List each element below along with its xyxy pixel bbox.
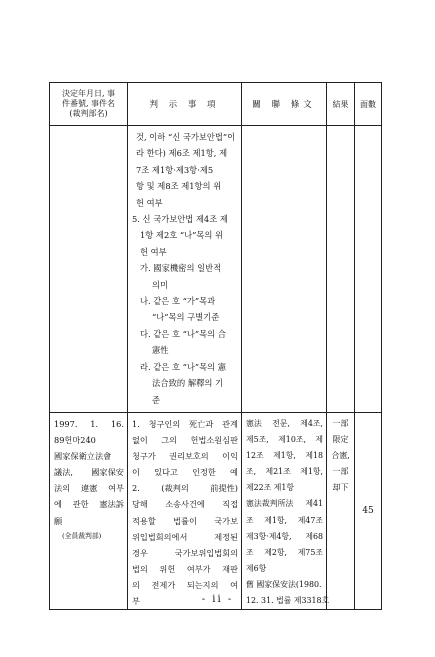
case-law-line-word: 12. 31. 법률 제3318호 [246, 596, 330, 606]
case-issue-line [132, 432, 238, 448]
case-issue-line-word: 전제가 [151, 579, 176, 590]
case-issue-line [132, 480, 238, 496]
case-law-line-word: 제10조, [278, 435, 306, 445]
case-law-line-word: 제5조, [246, 435, 269, 445]
case-issue-line [132, 448, 238, 464]
case-caption-line-word: 관한 [72, 499, 89, 510]
case-issue-line-word: 국가보위입법회의 [174, 547, 238, 558]
case-caption-line-word: 에 [54, 499, 62, 510]
case-issue-line [132, 529, 238, 545]
case-caption-line [54, 432, 124, 448]
continued-laws-cell [242, 126, 327, 413]
issue-line: 것, 이하 “신 국가보안법”이 [136, 132, 236, 142]
case-issue-line [132, 416, 238, 432]
issue-line: 라. 같은 호 “나”목의 憲 [140, 361, 227, 372]
case-issue-line-word: 前提性) [210, 483, 238, 494]
case-caption-line-word: 國家保安 [91, 467, 124, 478]
case-law-line-word: 제21조 [265, 467, 291, 477]
header-page: 面數 [355, 83, 382, 126]
continued-issues-cell [128, 126, 242, 413]
case-issues-list [128, 413, 241, 609]
case-laws-list [242, 413, 330, 609]
issue-line: 준 [152, 394, 161, 405]
issue-line: 法合致的 解釋의 기 [152, 378, 224, 389]
case-law-line-word: 제4조, [300, 419, 323, 428]
header-row [50, 83, 382, 126]
case-caption-line-word: 憲法訴 [99, 499, 124, 510]
issue-line: 라 한다) 제6조 제1항, 제 [136, 148, 228, 159]
case-law-line-word: 제18 [305, 451, 323, 461]
case-court: (全員裁判部) [62, 531, 102, 540]
case-page-number: 45 [355, 413, 382, 610]
result-line: 一部 [332, 467, 349, 477]
case-row [50, 413, 382, 610]
case-law-line-word: 舊 國家保安法(1980. [246, 579, 322, 589]
case-law-line-word: 제 [315, 435, 323, 445]
case-caption-line [54, 464, 124, 480]
case-issue-line-word: 국가보 [214, 515, 238, 526]
case-law-line-word: 제41 [305, 499, 323, 509]
case-caption-line-word: 89헌마240 [54, 435, 96, 446]
case-issue-line [132, 496, 238, 512]
issue-line: 다. 같은 호 “나”목의 合 [140, 328, 227, 339]
header-case-info-line2: 件番號, 事件名 [61, 99, 116, 108]
case-issue-line-word: 당해 [132, 499, 148, 510]
case-law-line-word: 제68 [305, 531, 323, 541]
case-issue-line-word: 위헌 [159, 563, 176, 574]
case-issue-line-word: 이익 [222, 451, 238, 462]
case-caption-line [54, 480, 124, 496]
case-law-line-word: 제1항, [264, 515, 288, 525]
issue-line: “나”목의 구별기준 [152, 312, 220, 323]
case-law-line-word: 제22조 제1항 [246, 483, 295, 493]
page-footer: - ii - [201, 594, 234, 605]
case-caption-line-word: 1997. [54, 419, 78, 429]
case-law-line-word: 제6항 [246, 563, 267, 573]
case-issue-line-word: 있다고 [154, 467, 178, 478]
case-result-list [327, 413, 354, 496]
case-issue-line-word: 청구인의 [148, 419, 181, 429]
case-issue-line-word: 되는지의 [186, 579, 219, 590]
case-issue-line [132, 561, 238, 577]
case-issue-line-word: 부 [132, 596, 140, 607]
case-issue-line-word: 제정된 [214, 531, 238, 542]
case-law-line [246, 577, 323, 593]
case-result-cell [327, 413, 355, 610]
case-issue-line-word: 소송사건에 [165, 499, 205, 510]
result-line: 合憲, [331, 451, 350, 461]
result-line: 一部 [332, 419, 349, 428]
case-issue-line-word: 관계 [222, 419, 238, 429]
header-case-info [50, 83, 128, 126]
case-index-table [49, 82, 382, 610]
case-law-line-word: 제3항·제4항, [246, 531, 292, 541]
case-issue-line-word: 직접 [222, 499, 238, 510]
issue-line: 1항 제2호 “나”목의 위 [140, 230, 224, 241]
header-issues: 判 示 事 項 [128, 83, 242, 126]
case-law-line-word: 憲法 [246, 419, 262, 428]
case-caption-line [54, 513, 124, 529]
continued-result-cell [327, 126, 355, 413]
case-caption-line-word: 違憲 [80, 483, 98, 494]
case-laws-cell [242, 413, 330, 610]
case-law-line [246, 545, 323, 561]
case-law-line [246, 416, 323, 432]
issue-line: 의미 [152, 279, 169, 290]
case-law-line [246, 561, 323, 577]
issue-line: 헌 여부 [140, 246, 167, 257]
case-law-line [246, 432, 323, 448]
case-caption-line-word: 願 [54, 515, 63, 526]
case-issue-line-word: (裁判의 [161, 483, 189, 494]
case-caption-line-word: 16. [110, 419, 124, 429]
issue-line: 5. 신 국가보안법 제4조 제 [132, 214, 228, 225]
case-law-line [246, 448, 323, 464]
case-law-line-word: 조 [246, 515, 254, 525]
issue-line: 헌 여부 [136, 197, 163, 208]
case-issue-line [132, 464, 238, 480]
case-law-line [246, 496, 323, 512]
case-law-line [246, 480, 323, 496]
case-issue-line-word: 경우 [132, 547, 148, 558]
case-law-line-word: 제1항, [273, 451, 296, 461]
case-issue-line-word: 그의 [161, 435, 178, 446]
issue-line: 7조 제1항·제3항·제5 [136, 164, 214, 175]
issue-line: 憲性 [152, 345, 169, 356]
case-caption-line-word: 1. [90, 419, 99, 429]
case-issue-line-word: 법률이 [173, 515, 197, 526]
case-caption-line-word: 여부 [108, 483, 124, 494]
case-caption-line-word: 國家保衛立法會 [54, 451, 112, 462]
case-law-line-word: 12조 [246, 451, 264, 461]
case-issue-line-word: 위입법회의에서 [132, 531, 188, 542]
issue-line: 항 및 제8조 제1항의 위 [136, 181, 222, 192]
case-issue-line [132, 513, 238, 529]
continued-row [50, 126, 382, 413]
case-issue-line-word: 헌법소원심판 [190, 435, 238, 446]
case-law-line-word: 제75조 [297, 547, 323, 557]
case-caption-line [54, 448, 124, 464]
continued-case-cell [50, 126, 128, 413]
case-law-line [246, 529, 323, 545]
issue-line: 가. 國家機密의 일반적 [140, 263, 222, 274]
case-issue-line-word: 死亡과 [189, 419, 214, 429]
result-line: 却下 [332, 483, 349, 493]
header-case-info-line3: (裁判部名) [69, 109, 108, 118]
case-law-line-word: 조, [246, 467, 257, 477]
case-caption-line [54, 416, 124, 432]
case-issue-line-word: 적용할 [132, 515, 156, 526]
case-issue-line [132, 545, 238, 561]
case-law-line-word: 제1항, [300, 467, 323, 477]
continued-page-cell [355, 126, 382, 413]
case-issue-line-word: 1. [132, 419, 140, 429]
case-caption-line-word: 法의 [54, 483, 71, 494]
case-issue-line-word: 여 [230, 579, 238, 590]
continued-issues-list [128, 126, 241, 408]
case-law-line-word: 전문, [272, 419, 290, 428]
header-related-laws: 關 聯 條文 [242, 83, 327, 126]
header-case-info-line1: 決定年月日, 事 [61, 89, 116, 98]
case-issue-line-word: 권리보호의 [169, 451, 209, 462]
case-law-line [246, 513, 323, 529]
case-issue-line-word: 예 [230, 467, 238, 478]
case-issue-line-word: 2. [132, 483, 140, 494]
header-result: 結果 [327, 83, 355, 126]
case-law-line-word: 제47조 [297, 515, 323, 525]
case-issue-line [132, 577, 238, 593]
case-issue-line-word: 인정한 [192, 467, 216, 478]
case-issue-line-word: 여부가 [186, 563, 211, 574]
case-issue-line-word: 없이 [132, 435, 148, 446]
case-issues-cell [128, 413, 242, 610]
case-issue-line-word: 이 [132, 467, 140, 478]
case-caption-line [54, 496, 124, 512]
result-line: 限定 [332, 435, 349, 445]
case-law-line-word: 憲法裁判所法 [246, 499, 294, 509]
case-issue-line-word: 법의 [132, 563, 148, 574]
case-law-line [246, 464, 323, 480]
case-law-line-word: 조 [246, 547, 254, 557]
issue-line: 나. 같은 호 “가”목과 [140, 296, 216, 307]
case-issue-line-word: 청구가 [132, 451, 156, 462]
case-caption-cell [50, 413, 128, 610]
case-issue-line-word: 재판 [222, 563, 238, 574]
case-caption [54, 416, 124, 529]
case-caption-line-word: 議法, [54, 467, 73, 478]
case-issue-line-word: 의 [132, 579, 140, 590]
case-law-line-word: 제2항, [264, 547, 288, 557]
